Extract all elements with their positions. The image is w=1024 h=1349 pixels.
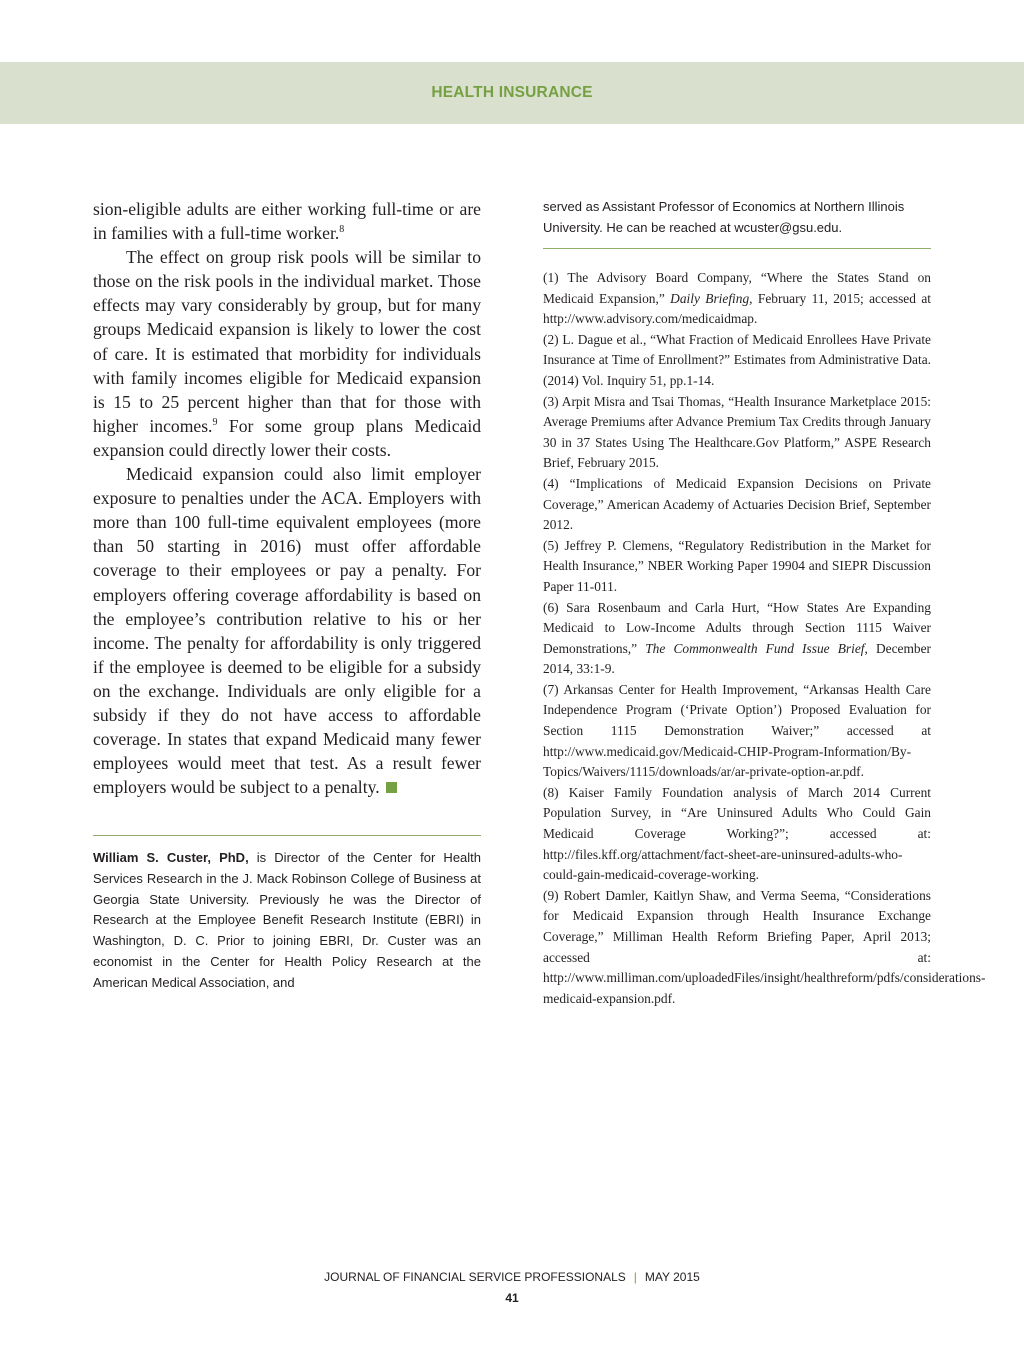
article-paragraph: Medicaid expansion could also limit employer exposure to penalties under the ACA. Employers with more than 100 full-time equivalent employees (more than 50 starting in 2016) must offer affordable coverage to their employees or pay a penalty. For employers offering coverage affordability is based on the employee’s contribution relative to his or her income. The penalty for affordability is only triggered if the employee is deemed to be eligible for a subsidy on the exchange. Individuals are only eligible for a subsidy if they do not have access to affordable coverage. In states that expand Medicaid many fewer employees would meet that test. As a result fewer employers would be subject to a penalty. — [93, 464, 481, 798]
author-bio-continued: served as Assistant Professor of Economics at Northern Illinois University. He can be reached at wcuster@gsu.edu. — [543, 199, 905, 235]
footnote-ref: 8 — [339, 224, 345, 236]
article-left-column — [93, 197, 481, 799]
issue-date: MAY 2015 — [644, 1270, 700, 1284]
article-paragraph: The effect on group risk pools will be similar to those on the risk pools in the individual market. Those effects may vary considerably by group, but for many groups Medicaid expansion is likely to lower the cost of care. It is estimated that morbidity for individuals with family incomes eligible for Medicaid expansion is 15 to 25 percent higher than that for those with higher incomes.$^9$ For some group plans Medicaid expansion could directly lower their costs. — [93, 247, 481, 460]
footer-separator: | — [633, 1270, 637, 1284]
article-paragraph: sion-eligible adults are either working full-time or are in families with a full-time worker.$^8$ — [93, 199, 481, 244]
reference-item: (3) Arpit Misra and Tsai Thomas, “Health Insurance Marketplace 2015: Average Premiums after Advance Premium Tax Credits through January 30 in 37 States Using The Healthcare.Gov Platform,” ASPE Research Brief, February 2015. — [543, 393, 931, 471]
reference-item: (5) Jeffrey P. Clemens, “Regulatory Redistribution in the Market for Health Insurance,” NBER Working Paper 19904 and SIEPR Discussion Paper 11-011. — [543, 537, 931, 594]
reference-item: (8) Kaiser Family Foundation analysis of March 2014 Current Population Survey, in “Are Uninsured Adults Who Could Gain Medicaid Coverage Working?”; accessed at: http://files.kff.org/attachment/fact-sheet-are-uninsured-adults-who-could-gain-medicaid-coverage-working. — [543, 784, 931, 883]
reference-item: (7) Arkansas Center for Health Improvement, “Arkansas Health Care Independence Program (‘Private Option’) Proposed Evaluation for Section 1115 Demonstration Waiver;” accessed at http://www.medicaid.gov/Medicaid-CHIP-Program-Information/By-Topics/Waivers/1115/downloads/ar/ar-private-option-ar.pdf. — [543, 681, 931, 780]
section-title: HEALTH INSURANCE — [431, 84, 593, 101]
footnote-ref: 9 — [212, 416, 218, 428]
journal-name: JOURNAL OF FINANCIAL SERVICE PROFESSIONALS — [324, 1270, 626, 1284]
reference-item: (2) L. Dague et al., “What Fraction of Medicaid Enrollees Have Private Insurance at Time of Enrollment?” Estimates from Administrative Data. (2014) Vol. Inquiry 51, pp.1-14. — [543, 331, 931, 388]
end-of-article-square-icon — [386, 782, 397, 793]
references-divider — [543, 248, 931, 249]
reference-item: (6) Sara Rosenbaum and Carla Hurt, “How States Are Expanding Medicaid to Low-Income Adults through Section 1115 Waiver Demonstrations,” The Commonwealth Fund Issue Brief, December 2014, 33:1-9. — [543, 599, 931, 677]
reference-item: (1) The Advisory Board Company, “Where the States Stand on Medicaid Expansion,” Daily Briefing, February 11, 2015; accessed at http://www.advisory.com/medicaidmap. — [543, 270, 931, 327]
running-footer — [0, 1270, 1024, 1284]
author-name: William S. Custer, PhD, — [93, 850, 249, 865]
reference-item: (9) Robert Damler, Kaitlyn Shaw, and Verma Seema, “Considerations for Medicaid Expansion through Health Insurance Exchange Coverage,” Milliman Health Reform Briefing Paper, April 2013; accessed at: http://www.milliman.com/uploadedFiles/insight/healthreform/pdfs/considerations-medicaid-expansion.pdf. — [543, 887, 986, 1006]
page-number: 41 — [505, 1291, 519, 1305]
bio-divider — [93, 835, 481, 836]
reference-item: (4) “Implications of Medicaid Expansion Decisions on Private Coverage,” American Academy of Actuaries Decision Brief, September 2012. — [543, 475, 931, 533]
author-bio: William S. Custer, PhD, is Director of the Center for Health Services Research in the J. Mack Robinson College of Business at Georgia State University. Previously he was the Director of Research at the Employee Benefit Research Institute (EBRI) in Washington, D. C. Prior to joining EBRI, Dr. Custer was an economist in the Center for Health Policy Research at the American Medical Association, and — [93, 850, 482, 990]
references-list — [543, 268, 986, 1009]
